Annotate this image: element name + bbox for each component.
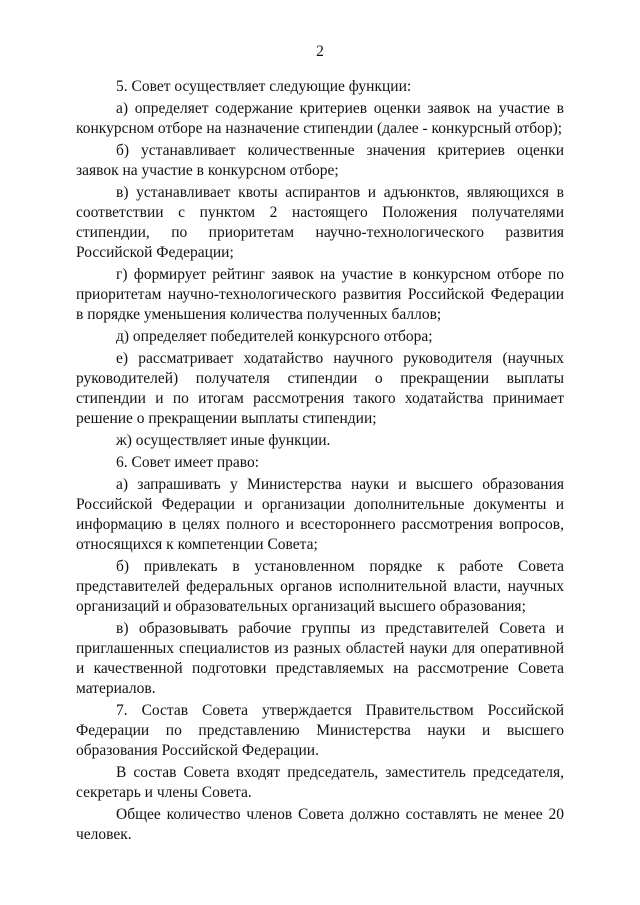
paragraph-5zh: ж) осуществляет иные функции. (116, 432, 331, 449)
page-number: 2 (316, 43, 324, 60)
paragraph-section-6: 6. Совет имеет право: (116, 454, 260, 471)
paragraph-6v: в) образовывать рабочие группы из представителей Совета и приглашенных специалистов из разных областей науки для оперативной и качественной подготовки представляемых на рассмотрение Совета материалов. (76, 620, 564, 697)
document-body (76, 77, 564, 847)
paragraph-member-count: Общее количество членов Совета должно составлять не менее 20 человек. (76, 806, 564, 843)
paragraph-5v: в) устанавливает квоты аспирантов и адъюнктов, являющихся в соответствии с пунктом 2 настоящего Положения получателями стипендии, по приоритетам научно-технологического развития Российской Федерации; (76, 184, 564, 261)
paragraph-section-5: 5. Совет осуществляет следующие функции: (116, 78, 412, 95)
paragraph-5g: г) формирует рейтинг заявок на участие в конкурсном отборе по приоритетам научно-технологического развития Российской Федерации в порядке уменьшения количества полученных баллов; (76, 266, 564, 323)
paragraph-5e: е) рассматривает ходатайство научного руководителя (научных руководителей) получателя стипендии о прекращении выплаты стипендии и по итогам рассмотрения такого ходатайства принимает решение о прекращении выплаты стипендии; (76, 350, 564, 427)
paragraph-section-7: 7. Состав Совета утверждается Правительством Российской Федерации по представлению Министерства науки и высшего образования Российской Федерации. (76, 702, 564, 759)
paragraph-5b: б) устанавливает количественные значения критериев оценки заявок на участие в конкурсном отборе; (76, 142, 564, 179)
paragraph-council-composition: В состав Совета входят председатель, заместитель председателя, секретарь и члены Совета. (76, 764, 564, 801)
paragraph-5a: а) определяет содержание критериев оценки заявок на участие в конкурсном отборе на назначение стипендии (далее - конкурсный отбор); (76, 100, 564, 137)
paragraph-5d: д) определяет победителей конкурсного отбора; (116, 328, 433, 345)
paragraph-6a: а) запрашивать у Министерства науки и высшего образования Российской Федерации и организации дополнительные документы и информацию в целях полного и всестороннего рассмотрения вопросов, относящихся к компетенции Совета; (76, 476, 564, 553)
paragraph-6b: б) привлекать в установленном порядке к работе Совета представителей федеральных органов исполнительной власти, научных организаций и образовательных организаций высшего образования; (76, 558, 564, 615)
